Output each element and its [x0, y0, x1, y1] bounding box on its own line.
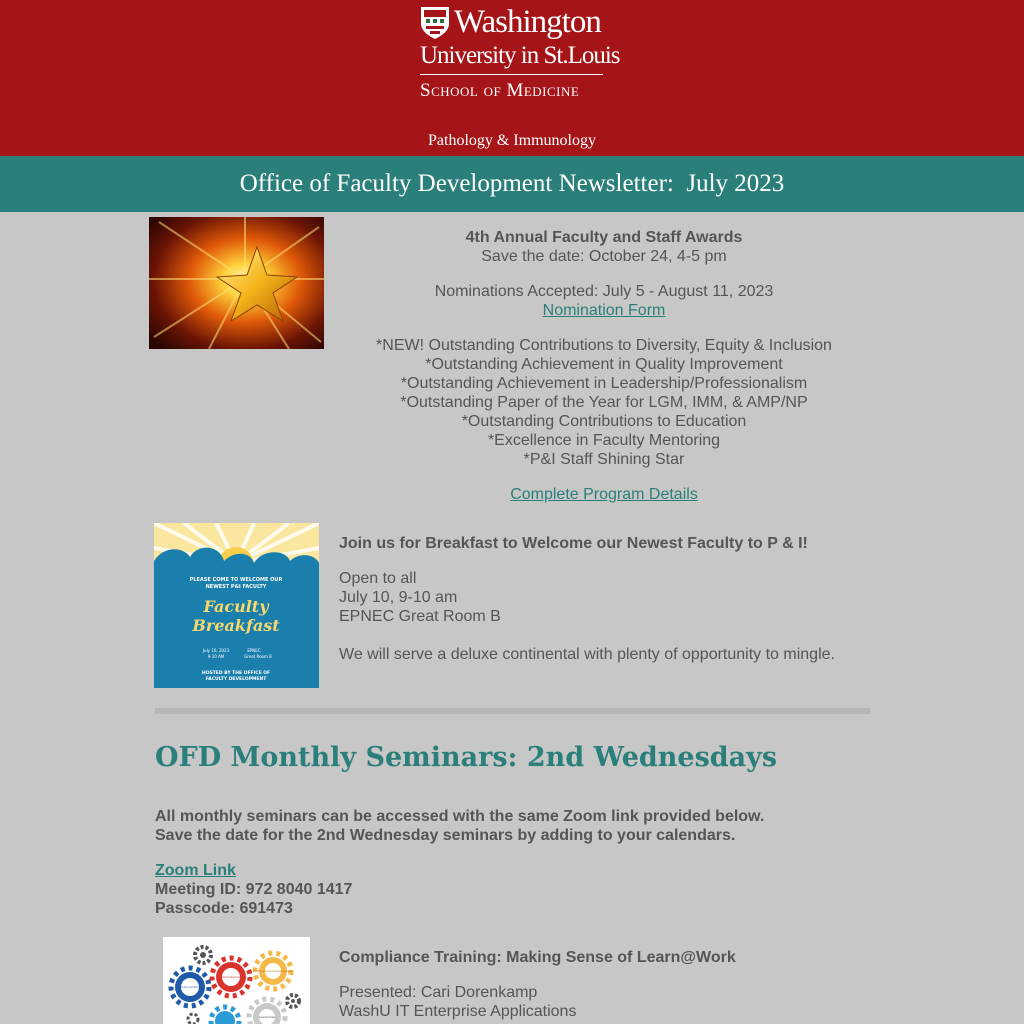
gear-label: Competencies [220, 975, 242, 979]
university-logo[interactable] [420, 4, 620, 104]
awards-section [340, 228, 868, 504]
compliance-presenter: Presented: Cari Dorenkamp [339, 984, 538, 1001]
award-category: *NEW! Outstanding Contributions to Diversity, Equity & Inclusion [376, 337, 832, 354]
breakfast-when: July 10, 9-10 am [339, 589, 458, 606]
awards-title: 4th Annual Faculty and Staff Awards [465, 229, 743, 246]
seminars-title: OFD Monthly Seminars: 2nd Wednesdays [155, 742, 778, 773]
gear-label: Professional Development [253, 969, 293, 973]
logo-school: School of Medicine [420, 80, 580, 101]
flyer-date: July 10, 2023 [202, 648, 230, 653]
award-category: *Outstanding Achievement in Quality Improvement [425, 356, 783, 373]
seminars-line2: Save the date for the 2nd Wednesday seminars by adding to your calendars. [155, 827, 736, 844]
flyer-place1: EPNEC [247, 648, 261, 653]
nomination-form-link[interactable]: Nomination Form [542, 302, 666, 319]
breakfast-flyer-image [154, 523, 319, 688]
logo-university: University in St.Louis [420, 42, 620, 69]
program-details-link[interactable]: Complete Program Details [510, 486, 698, 503]
flyer-title1: Faculty [203, 597, 269, 616]
passcode: Passcode: 691473 [155, 900, 293, 917]
flyer-line1: PLEASE COME TO WELCOME OUR [189, 577, 283, 583]
zoom-link[interactable]: Zoom Link [155, 862, 236, 879]
meeting-id: Meeting ID: 972 8040 1417 [155, 881, 353, 898]
gears-image [163, 937, 310, 1024]
breakfast-note: We will serve a deluxe continental with plenty of opportunity to mingle. [339, 646, 835, 663]
award-category: *Outstanding Contributions to Education [461, 413, 747, 430]
gear-label: Leadership [258, 1015, 276, 1019]
newsletter-title: Office of Faculty Development Newsletter: July 2023 [239, 170, 785, 197]
flyer-line2: NEWEST P&I FACULTY [205, 584, 267, 590]
section-divider [155, 708, 870, 714]
gear-label: Technical Skills [178, 985, 202, 989]
awards-nominations: Nominations Accepted: July 5 - August 11, 2023 [434, 283, 774, 300]
flyer-title2: Breakfast [192, 616, 280, 635]
flyer-host2: FACULTY DEVELOPMENT [205, 677, 267, 682]
compliance-title: Compliance Training: Making Sense of Learn@Work [339, 949, 736, 966]
compliance-org: WashU IT Enterprise Applications [339, 1003, 577, 1020]
award-category: *Outstanding Achievement in Leadership/Professionalism [400, 375, 808, 392]
shield-icon [420, 6, 450, 40]
flyer-host1: HOSTED BY THE OFFICE OF [201, 671, 271, 676]
breakfast-where: EPNEC Great Room B [339, 608, 501, 625]
logo-divider [420, 74, 603, 75]
breakfast-title: Join us for Breakfast to Welcome our Newest Faculty to P & I! [339, 535, 808, 552]
breakfast-section [339, 534, 879, 664]
seminars-line1: All monthly seminars can be accessed with the same Zoom link provided below. [155, 808, 765, 825]
award-category: *Outstanding Paper of the Year for LGM, IMM, & AMP/NP [400, 394, 808, 411]
seminars-section [155, 807, 875, 918]
compliance-section [339, 948, 879, 1021]
awards-save-date: Save the date: October 24, 4-5 pm [481, 248, 727, 265]
award-category: *Excellence in Faculty Mentoring [487, 432, 721, 449]
department-name: Pathology & Immunology [428, 132, 596, 149]
award-category: *P&I Staff Shining Star [523, 451, 685, 468]
breakfast-open: Open to all [339, 570, 417, 587]
star-burst-image [149, 217, 324, 349]
logo-washington: Washington [454, 4, 601, 40]
flyer-time: 9-10 AM [207, 654, 225, 659]
flyer-place2: Great Room B [244, 654, 272, 659]
